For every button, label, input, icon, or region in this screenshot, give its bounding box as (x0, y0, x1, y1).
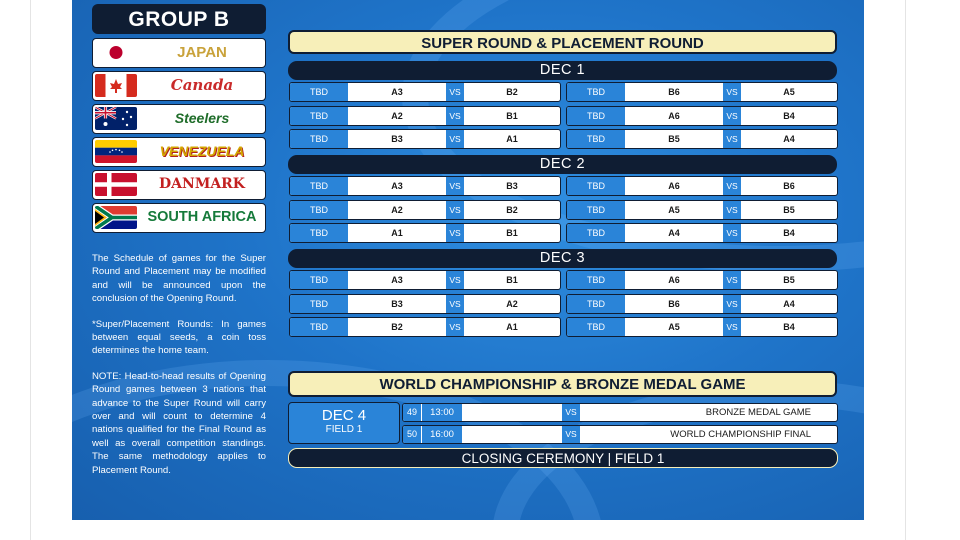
home-team: B3 (391, 134, 403, 144)
away-team: B5 (783, 204, 795, 215)
versus-label: VS (446, 177, 464, 195)
canada-flag-icon (95, 74, 137, 97)
venezuela-flag-icon (95, 140, 137, 163)
game-row (566, 129, 838, 149)
versus-label: VS (723, 107, 741, 125)
finals-field: FIELD 1 (325, 424, 363, 435)
game-time-tbd: TBD (290, 201, 348, 219)
game-row (566, 294, 838, 314)
versus-label: VS (723, 201, 741, 219)
game-row (566, 270, 838, 290)
group-title: GROUP B (92, 4, 266, 34)
team-name: Canada (170, 76, 234, 94)
finals-title: WORLD CHAMPIONSHIP & BRONZE MEDAL GAME (288, 371, 837, 397)
game-row (566, 82, 838, 102)
team-name: Steelers (174, 110, 230, 126)
versus-label: VS (723, 83, 741, 101)
game-number: 50 (403, 426, 421, 443)
game-time-tbd: TBD (567, 295, 625, 313)
game-time-tbd: TBD (290, 271, 348, 289)
versus-label: VS (723, 318, 741, 336)
game-time-tbd: TBD (567, 201, 625, 219)
game-time-tbd: TBD (567, 224, 625, 242)
away-team: A4 (783, 134, 795, 144)
home-team: A2 (391, 110, 403, 121)
versus-label: VS (446, 107, 464, 125)
home-team: B6 (668, 298, 680, 309)
away-team: A4 (783, 298, 795, 309)
away-team: A2 (506, 298, 518, 309)
schedule-poster (72, 0, 864, 520)
game-time-tbd: TBD (567, 107, 625, 125)
south-africa-flag-icon (95, 206, 137, 229)
game-row (289, 223, 561, 243)
versus-label: VS (446, 201, 464, 219)
game-row (289, 82, 561, 102)
game-time-tbd: TBD (290, 318, 348, 336)
team-japan (92, 38, 266, 68)
away-team: B6 (783, 181, 795, 191)
home-team: B5 (668, 134, 680, 144)
game-time-tbd: TBD (567, 271, 625, 289)
day-header: DEC 2 (288, 155, 837, 174)
game-row (566, 223, 838, 243)
team-name: SOUTH AFRICA (147, 209, 257, 225)
away-team: B4 (783, 110, 795, 121)
home-team: A2 (391, 204, 403, 215)
versus-label: VS (446, 318, 464, 336)
away-team: B3 (506, 181, 518, 191)
game-row (289, 176, 561, 196)
versus-label: VS (723, 224, 741, 242)
page-border-right (905, 0, 906, 540)
home-team: A3 (391, 87, 403, 97)
team-name: DANMARK (159, 176, 245, 192)
away-team: B4 (783, 228, 795, 238)
final-game-row (402, 403, 838, 422)
home-team: A1 (391, 228, 403, 238)
versus-label: VS (723, 177, 741, 195)
note-paragraph: NOTE: Head-to-head results of Opening Round games between 3 nations that advance to the Super Round will carry over and will count to determine 4 nations qualified for the Final Round as well as overall competition standings. The same methodology applies to Placement Round. (92, 370, 266, 476)
team-denmark (92, 170, 266, 200)
versus-label: VS (446, 295, 464, 313)
home-team: A6 (668, 181, 680, 191)
game-time-tbd: TBD (290, 177, 348, 195)
game-row (566, 106, 838, 126)
home-team: B6 (668, 87, 680, 97)
versus-label: VS (562, 404, 580, 421)
super-round-title: SUPER ROUND & PLACEMENT ROUND (288, 30, 837, 54)
away-team: A1 (506, 134, 518, 144)
versus-label: VS (446, 83, 464, 101)
home-team: B2 (391, 322, 403, 332)
closing-ceremony-bar: CLOSING CEREMONY | FIELD 1 (288, 448, 838, 468)
versus-label: VS (723, 295, 741, 313)
note-paragraph: *Super/Placement Rounds: In games between equal seeds, a coin toss determines the home team. (92, 318, 266, 357)
game-time-tbd: TBD (290, 83, 348, 101)
game-time-tbd: TBD (290, 295, 348, 313)
game-row (289, 294, 561, 314)
schedule-notes (92, 252, 266, 489)
team-canada (92, 71, 266, 101)
team-venezuela (92, 137, 266, 167)
game-slot (462, 426, 562, 443)
away-team: B1 (506, 228, 518, 238)
team-name: VENEZUELA (159, 143, 245, 159)
team-australia (92, 104, 266, 134)
home-team: A6 (668, 110, 680, 121)
game-row (289, 317, 561, 337)
game-time-tbd: TBD (567, 83, 625, 101)
away-team: B4 (783, 322, 795, 332)
home-team: A4 (668, 228, 680, 238)
game-name: BRONZE MEDAL GAME (705, 407, 811, 418)
denmark-flag-icon (95, 173, 137, 196)
game-time: 16:00 (422, 426, 462, 443)
away-team: B2 (506, 204, 518, 215)
game-time-tbd: TBD (290, 224, 348, 242)
game-time-tbd: TBD (567, 130, 625, 148)
game-row (566, 176, 838, 196)
versus-label: VS (723, 130, 741, 148)
versus-label: VS (723, 271, 741, 289)
day-header: DEC 3 (288, 249, 837, 268)
finals-date: DEC 4 (321, 407, 367, 424)
home-team: A3 (391, 181, 403, 191)
versus-label: VS (446, 130, 464, 148)
game-row (566, 200, 838, 220)
versus-label: VS (446, 224, 464, 242)
game-row (566, 317, 838, 337)
game-time-tbd: TBD (567, 318, 625, 336)
game-number: 49 (403, 404, 421, 421)
day-header: DEC 1 (288, 61, 837, 80)
game-row (289, 106, 561, 126)
home-team: B3 (391, 298, 403, 309)
game-row (289, 270, 561, 290)
game-time: 13:00 (422, 404, 462, 421)
away-team: B2 (506, 87, 518, 97)
away-team: A5 (783, 87, 795, 97)
game-row (289, 200, 561, 220)
away-team: B1 (506, 275, 518, 285)
page-border-left (30, 0, 31, 540)
team-name: JAPAN (177, 44, 227, 61)
note-paragraph: The Schedule of games for the Super Round and Placement may be modified and will be announced upon the conclusion of the Opening Round. (92, 253, 266, 305)
japan-flag-icon (95, 41, 137, 64)
game-slot (462, 404, 562, 421)
game-time-tbd: TBD (567, 177, 625, 195)
final-game-row (402, 425, 838, 444)
game-name: WORLD CHAMPIONSHIP FINAL (670, 429, 811, 440)
versus-label: VS (446, 271, 464, 289)
finals-date-box (288, 402, 400, 444)
home-team: A3 (391, 275, 403, 285)
game-time-tbd: TBD (290, 107, 348, 125)
away-team: A1 (506, 322, 518, 332)
away-team: B1 (506, 110, 518, 121)
home-team: A5 (668, 322, 680, 332)
team-south-africa (92, 203, 266, 233)
away-team: B5 (783, 275, 795, 285)
game-row (289, 129, 561, 149)
home-team: A6 (668, 275, 680, 285)
home-team: A5 (668, 204, 680, 215)
australia-flag-icon (95, 107, 137, 130)
versus-label: VS (562, 426, 580, 443)
game-time-tbd: TBD (290, 130, 348, 148)
